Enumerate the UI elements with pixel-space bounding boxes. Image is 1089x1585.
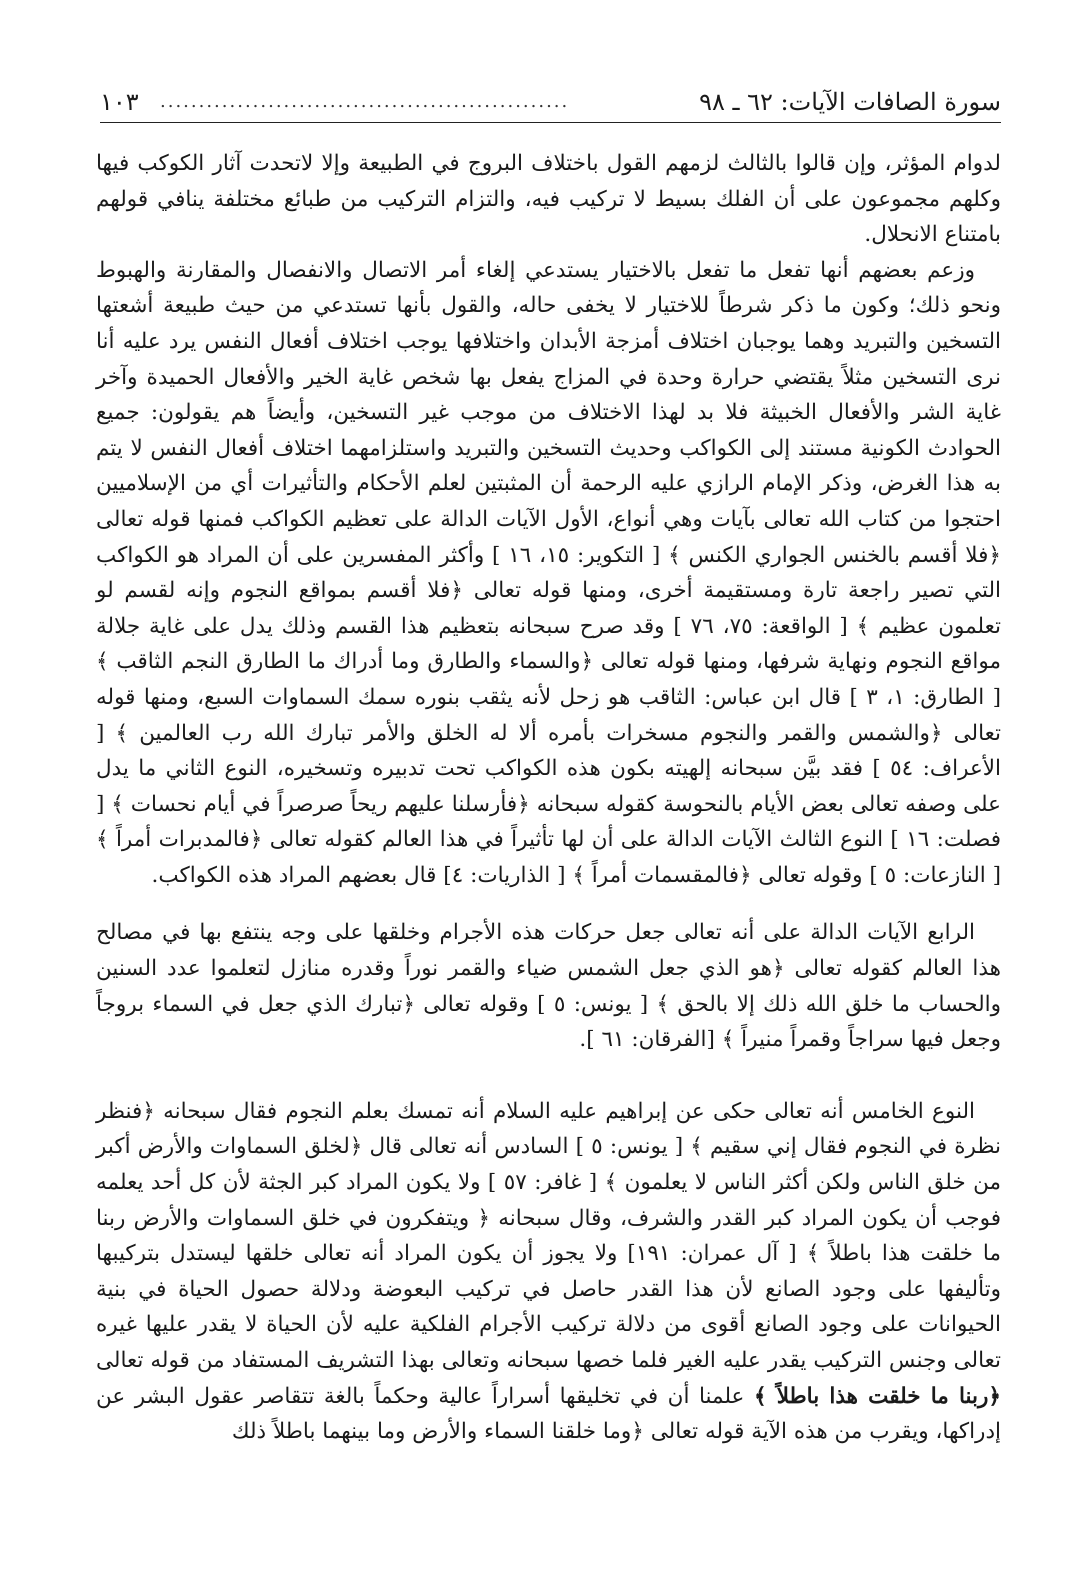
page-number: ١٠٣ (100, 88, 139, 116)
paragraph-4-text: النوع الخامس أنه تعالى حكى عن إبراهيم عليه السلام أنه تمسك بعلم النجوم فقال سبحانه ﴿فنظر نظرة في النجوم فقال إني سقيم ﴾ [ يونس: ٥ ] السادس أنه تعالى قال ﴿لخلق السماوات والأرض أكبر من خلق الناس ولكن أكثر الناس لا يعلمون ﴾ [ غافر: ٥٧ ] ولا يكون المراد كبر الجثة لأن كل أحد يعلمه فوجب أن يكون المراد كبر القدر والشرف، وقال سبحانه ﴿ ويتفكرون في خلق السماوات والأرض ربنا ما خلقت هذا باطلاً ﴾ [ آل عمران: ١٩١] ولا يجوز أن يكون المراد أنه تعالى خلقها ليستدل بتركيبها وتأليفها على وجود الصانع لأن هذا القدر حاصل في تركيب البعوضة ودلالة حصول الحياة في بنية الحيوانات على وجود الصانع أقوى من دلالة تركيب الأجرام الفلكية عليه لأن الحياة لا يقدر عليها غيره تعالى وجنس التركيب يقدر عليه الغير فلما خصها سبحانه وتعالى بهذا التشريف المستفاد من قوله تعالى (96, 1098, 1001, 1373)
running-title: سورة الصافات الآيات: ٦٢ ـ ٩٨ (699, 88, 1001, 116)
paragraph-2: وزعم بعضهم أنها تفعل ما تفعل بالاختيار يستدعي إلغاء أمر الاتصال والانفصال والمقارنة والهبوط ونحو ذلك؛ وكون ما ذكر شرطاً للاختيار لا يخفى حاله، والقول بأنها تستدعي من حيث طبيعة أشعتها التسخين والتبريد وهما يوجبان اختلاف أمزجة الأبدان واختلافها يوجب اختلاف أفعال النفس يرد عليه أنا نرى التسخين مثلاً يقتضي حرارة وحدة في المزاج يفعل بها شخص غاية الخير والأفعال الحميدة وآخر غاية الشر والأفعال الخبيثة فلا بد لهذا الاختلاف من موجب غير التسخين، وأيضاً هم يقولون: جميع الحوادث الكونية مستند إلى الكواكب وحديث التسخين والتبريد واستلزامهما اختلاف أفعال النفس لا يتم به هذا الغرض، وذكر الإمام الرازي عليه الرحمة أن المثبتين لعلم الأحكام والتأثيرات أي من الإسلاميين احتجوا من كتاب الله تعالى بآيات وهي أنواع، الأول الآيات الدالة على تعظيم الكواكب فمنها قوله تعالى ﴿فلا أقسم بالخنس الجواري الكنس ﴾ [ التكوير: ١٥، ١٦ ] وأكثر المفسرين على أن المراد هو الكواكب التي تصير راجعة تارة ومستقيمة أخرى، ومنها قوله تعالى ﴿فلا أقسم بمواقع النجوم وإنه لقسم لو تعلمون عظيم ﴾ [ الواقعة: ٧٥، ٧٦ ] وقد صرح سبحانه بتعظيم هذا القسم وذلك يدل على غاية جلالة مواقع النجوم ونهاية شرفها، ومنها قوله تعالى ﴿والسماء والطارق وما أدراك ما الطارق النجم الثاقب ﴾ [ الطارق: ١، ٣ ] قال ابن عباس: الثاقب هو زحل لأنه يثقب بنوره سمك السماوات السبع، ومنها قوله تعالى ﴿والشمس والقمر والنجوم مسخرات بأمره ألا له الخلق والأمر تبارك الله رب العالمين ﴾ [ الأعراف: ٥٤ ] فقد بيَّن سبحانه إلهيته بكون هذه الكواكب تحت تدبيره وتسخيره، النوع الثاني ما يدل على وصفه تعالى بعض الأيام بالنحوسة كقوله سبحانه ﴿فأرسلنا عليهم ريحاً صرصراً في أيام نحسات ﴾ [ فصلت: ١٦ ] النوع الثالث الآيات الدالة على أن لها تأثيراً في هذا العالم كقوله تعالى ﴿فالمدبرات أمراً ﴾ [ النازعات: ٥ ] وقوله تعالى ﴿فالمقسمات أمراً ﴾ [ الذاريات: ٤] قال بعضهم المراد هذه الكواكب. (96, 257, 1002, 888)
paragraph-1: لدوام المؤثر، وإن قالوا بالثالث لزمهم القول باختلاف البروج في الطبيعة وإلا لاتحدت آثار الكوكب فيها وكلهم مجموعون على أن الفلك بسيط لا تركيب فيه، والتزام التركيب من طبائع مختلفة ينافي قولهم بامتناع الانحلال. (96, 151, 1001, 248)
paragraph-4-continuation: علمنا أن في تخليقها أسراراً عالية وحكماً بالغة تتقاصر عقول البشر عن إدراكها، ويقرب من هذه الآية قوله تعالى ﴿وما خلقنا السماء والأرض وما بينهما باطلاً ذلك (96, 1383, 1001, 1445)
page-body (96, 146, 1001, 1450)
paragraph-4 (96, 1094, 1001, 1450)
page-header (100, 82, 1001, 123)
leader-dots: ..................................................... (160, 91, 570, 112)
bold-verse: ﴿ربنا ما خلقت هذا باطلاً ﴾ (753, 1383, 1001, 1409)
paragraph-3: الرابع الآيات الدالة على أنه تعالى جعل حركات هذه الأجرام وخلقها على وجه ينتفع بها في مصالح هذا العالم كقوله تعالى ﴿هو الذي جعل الشمس ضياء والقمر نوراً وقدره منازل لتعلموا عدد السنين والحساب ما خلق الله ذلك إلا بالحق ﴾ [ يونس: ٥ ] وقوله تعالى ﴿تبارك الذي جعل في السماء بروجاً وجعل فيها سراجاً وقمراً منيراً ﴾ [الفرقان: ٦١ ]. (96, 920, 1001, 1053)
